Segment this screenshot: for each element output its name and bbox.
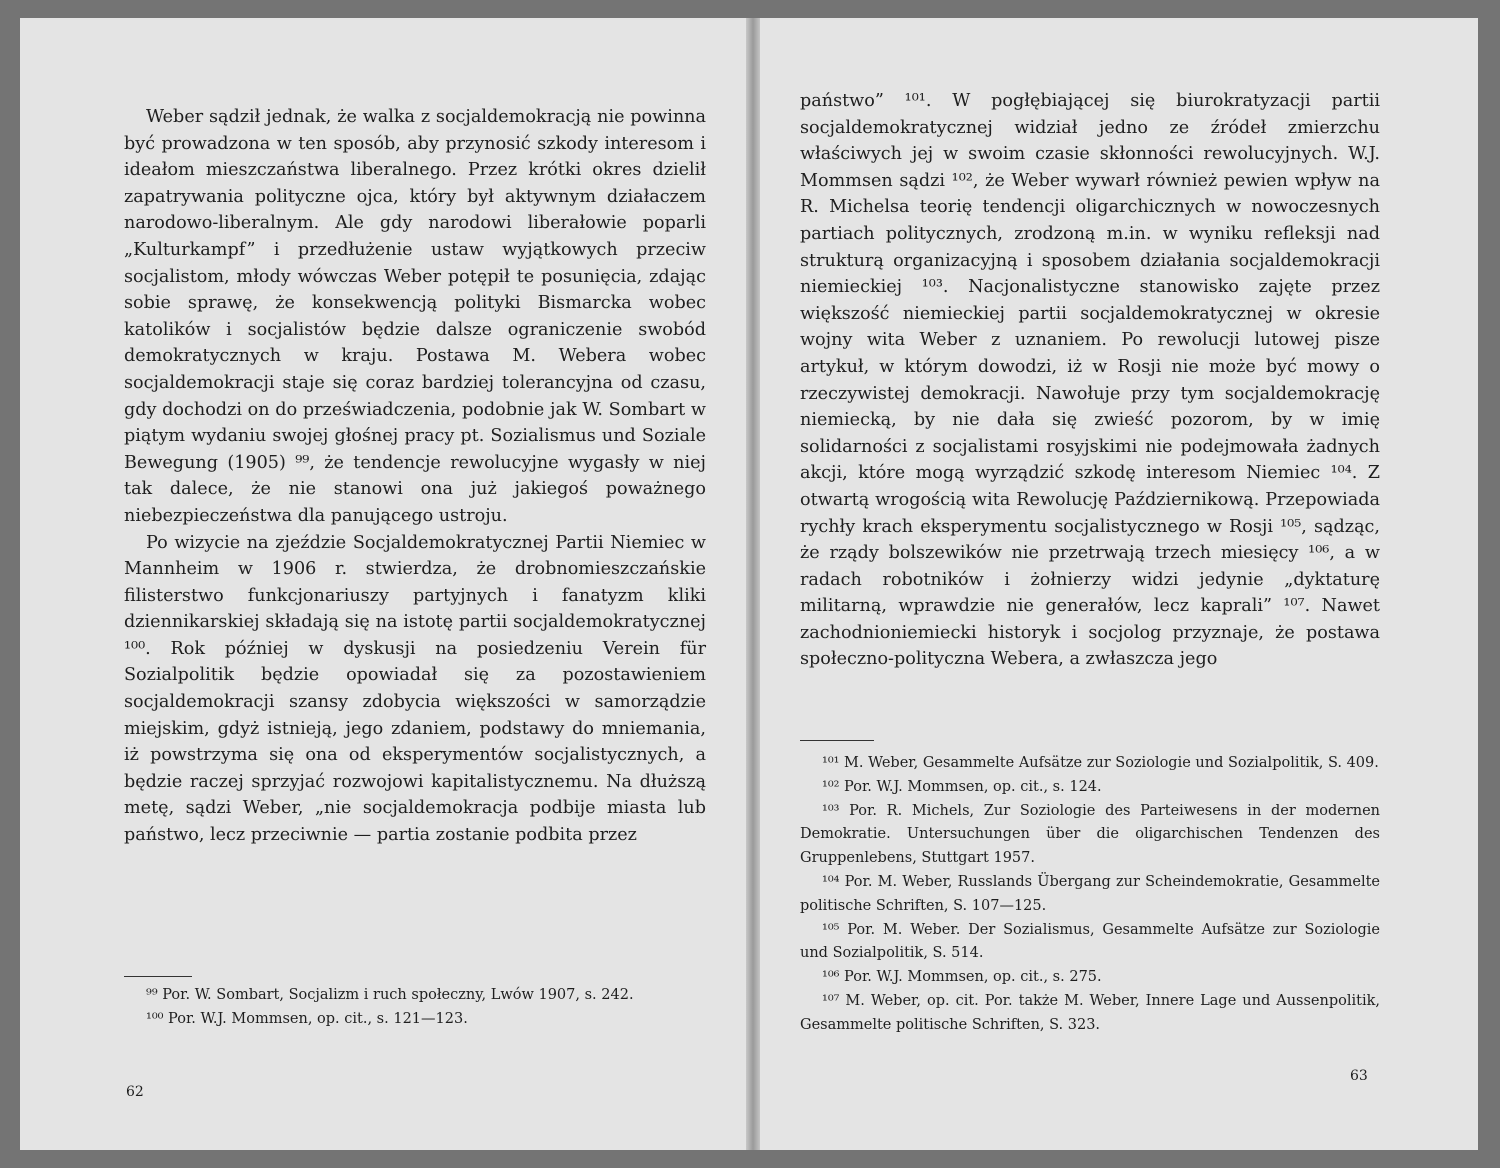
paragraph: Po wizycie na zjeździe Socjaldemokratycznej Partii Niemiec w Mannheim w 1906 r. stwierdza, że drobnomieszczańskie filisterstwo funkcjonariuszy partyjnych i fanatyzm kliki dziennikarskiej składają się na istotę partii socjaldemokratycznej ¹⁰⁰. Rok później w dyskusji na posiedzeniu Verein für Sozialpolitik będzie opowiadał się za pozostawieniem socjaldemokracji szansy zdobycia większości w samorządzie miejskim, gdyż istnieją, jego zdaniem, podstawy do mniemania, iż powstrzyma się ona od eksperymentów socjalistycznych, a będzie raczej sprzyjać rozwojowi kapitalistycznemu. Na dłuższą metę, sądzi Weber, „nie socjaldemokracja podbije miasta lub państwo, lecz przeciwnie — partia zostanie podbita przez xyxy=(124,532,706,846)
left-body-text xyxy=(124,104,706,849)
footnote: ¹⁰¹ M. Weber, Gesammelte Aufsätze zur Soziologie und Sozialpolitik, S. 409. xyxy=(822,755,1379,771)
left-footnotes xyxy=(124,984,706,1032)
footnote: ¹⁰⁶ Por. W.J. Mommsen, op. cit., s. 275. xyxy=(822,969,1102,986)
right-body-text xyxy=(800,88,1380,673)
page-number: 63 xyxy=(1350,1068,1368,1084)
book-gutter xyxy=(746,18,760,1150)
paragraph: Weber sądził jednak, że walka z socjaldemokracją nie powinna być prowadzona w ten sposób, aby przynosić szkody interesom i ideałom mieszczaństwa liberalnego. Przez krótki okres dzielił zapatrywania polityczne ojca, który był aktywnym działaczem narodowo-liberalnym. Ale gdy narodowi liberałowie poparli „Kulturkampf” i przedłużenie ustaw wyjątkowych przeciw socjalistom, młody wówczas Weber potępił te posunięcia, zdając sobie sprawę, że konsekwencją polityki Bismarcka wobec katolików i socjalistów będzie dalsze ograniczenie swobód demokratycznych w kraju. Postawa M. Webera wobec socjaldemokracji staje się coraz bardziej tolerancyjna od czasu, gdy dochodzi on do przeświadczenia, podobnie jak W. Sombart w piątym wydaniu swojej głośnej pracy pt. Sozialismus und Soziale Bewegung (1905) ⁹⁹, że tendencje rewolucyjne wygasły w niej tak dalece, że nie stanowi ona już jakiegoś poważnego niebezpieczeństwa dla panującego ustroju. xyxy=(124,107,706,526)
page-number: 62 xyxy=(126,1084,144,1100)
footnote: ¹⁰⁷ M. Weber, op. cit. Por. także M. Weber, Innere Lage und Aussenpolitik, Gesammelte politische Schriften, S. 323. xyxy=(800,992,1380,1033)
right-page xyxy=(760,18,1478,1150)
footnote: ⁹⁹ Por. W. Sombart, Socjalizm i ruch społeczny, Lwów 1907, s. 242. xyxy=(146,987,634,1003)
footnote: ¹⁰² Por. W.J. Mommsen, op. cit., s. 124. xyxy=(822,778,1102,795)
footnote: ¹⁰⁴ Por. M. Weber, Russlands Übergang zur Scheindemokratie, Gesammelte politische Schriften, S. 107—125. xyxy=(800,873,1380,914)
footnote-divider xyxy=(124,976,192,977)
footnote-divider xyxy=(800,740,874,741)
paragraph: państwo” ¹⁰¹. W pogłębiającej się biurokratyzacji partii socjaldemokratycznej widział jedno ze źródeł zmierzchu właściwych jej w swoim czasie skłonności rewolucyjnych. W.J. Mommsen sądzi ¹⁰², że Weber wywarł również pewien wpływ na R. Michelsa teorię tendencji oligarchicznych w nowoczesnych partiach politycznych, zrodzoną m.in. w wyniku refleksji nad strukturą organizacyjną i sposobem działania socjaldemokracji niemieckiej ¹⁰³. Nacjonalistyczne stanowisko zajęte przez większość niemieckiej partii socjaldemokratycznej w okresie wojny wita Weber z uznaniem. Po rewolucji lutowej pisze artykuł, w którym dowodzi, iż w Rosji nie może być mowy o rzeczywistej demokracji. Nawołuje przy tym socjaldemokrację niemiecką, by nie dała się zwieść pozorom, by w imię solidarności z socjalistami rosyjskimi nie podejmowała żadnych akcji, które mogą wyrządzić szkodę interesom Niemiec ¹⁰⁴. Z otwartą wrogością wita Rewolucję Październikową. Przepowiada rychły krach eksperymentu socjalistycznego w Rosji ¹⁰⁵, sądząc, że rządy bolszewików nie przetrwają trzech miesięcy ¹⁰⁶, a w radach robotników i żołnierzy widzi jedynie „dyktaturę militarną, wprawdzie nie generałów, lecz kaprali” ¹⁰⁷. Nawet zachodnioniemiecki historyk i socjolog przyznaje, że postawa społeczno-polityczna Webera, a zwłaszcza jego xyxy=(800,91,1380,670)
right-footnotes xyxy=(800,752,1380,1038)
footnote: ¹⁰⁵ Por. M. Weber. Der Sozialismus, Gesammelte Aufsätze zur Soziologie und Sozialpolitik, S. 514. xyxy=(800,921,1380,962)
left-page xyxy=(20,18,746,1150)
footnote: ¹⁰³ Por. R. Michels, Zur Soziologie des Parteiwesens in der modernen Demokratie. Untersuchungen über die oligarchischen Tendenzen des Gruppenlebens, Stuttgart 1957. xyxy=(800,802,1380,867)
footnote: ¹⁰⁰ Por. W.J. Mommsen, op. cit., s. 121—123. xyxy=(146,1010,468,1027)
